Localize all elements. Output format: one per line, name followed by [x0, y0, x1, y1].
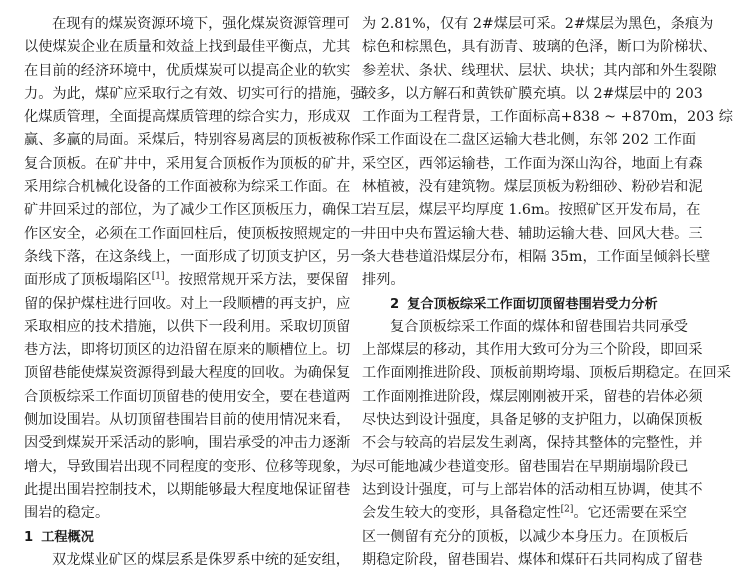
text-line: 尽快达到设计强度，具备足够的支护阻力，以确保顶板 — [362, 412, 703, 429]
text-segment: 会发生较大的变形，具备稳定性 — [362, 505, 561, 522]
citation-ref-2: [2] — [560, 504, 574, 515]
text-line: 达到设计强度，可与上部岩体的活动相互协调，使其不 — [362, 481, 703, 498]
text-line: 此提出围岩控制技术，以期能够最大程度地保证留巷 — [24, 481, 351, 498]
text-line: 采工作面设在二盘区运输大巷北侧，东邻 202 工作面 — [362, 132, 697, 149]
text-line: 留的保护煤柱进行回收。对上一段顺槽的再支护，应 — [24, 295, 351, 312]
text-line: 力。为此，煤矿应采取行之有效、切实可行的措施，强 — [24, 85, 365, 102]
text-line: 复合顶板。在矿井中，采用复合顶板作为顶板的矿井， — [24, 155, 365, 172]
text-line: 棕色和棕黑色，具有沥青、玻璃的色泽，断口为阶梯状、 — [362, 39, 717, 56]
text-segment: 。按照常规开采方法，要保留 — [164, 272, 349, 289]
text-line: 矿井回采过的部位，为了减少工作区顶板压力，确保工 — [24, 202, 365, 219]
text-line: 采用综合机械化设备的工作面被称为综采工作面。在 — [24, 179, 351, 196]
text-line: 双龙煤业矿区的煤层系是侏罗系中统的延安组， — [52, 551, 350, 568]
text-line: 期稳定阶段，留巷围岩、煤体和煤矸石共同构成了留巷 — [362, 551, 703, 568]
text-line: 采空区，西邻运输巷，工作面为深山沟谷，地面上有森 — [362, 155, 703, 172]
text-line: 增大，导致围岩出现不同程度的变形、位移等现象，为 — [24, 458, 365, 475]
text-line: 赢、多赢的局面。采煤后，特别容易离层的顶板被称作 — [24, 132, 365, 149]
text-line: 林植被，没有建筑物。煤层顶板为粉细砂、粉砂岩和泥 — [362, 179, 703, 196]
section-title: 工程概况 — [41, 529, 94, 545]
text-line: 岩互层，煤层平均厚度 1.6m。按照矿区开发布局，在 — [362, 202, 701, 219]
text-line: 参差状、条状、线理状、层状、块状；其内部和外生裂隙 — [362, 62, 717, 79]
right-column — [362, 13, 733, 572]
citation-ref-1: [1] — [151, 271, 165, 282]
text-segment: 。它还需要在采空 — [573, 505, 687, 522]
section-number: 2 — [390, 296, 400, 312]
text-line: 上部煤层的移动，其作用大致可分为三个阶段，即回采 — [362, 342, 703, 359]
left-column — [24, 13, 365, 572]
text-line-with-citation — [24, 269, 349, 292]
section-heading-1 — [24, 526, 346, 549]
section-heading-2 — [362, 293, 698, 316]
text-line: 顶留巷能使煤炭资源得到最大程度的回收。为确保复 — [24, 365, 351, 382]
text-line: 化煤质管理，全面提高煤质管理的综合实力，形成双 — [24, 109, 351, 126]
text-line: 条大巷巷道沿煤层分布，相隔 35m，工作面呈倾斜长壁 — [362, 248, 711, 265]
text-line: 尽可能地减少巷道变形。留巷围岩在早期崩塌阶段已 — [362, 458, 689, 475]
text-line: 在现有的煤炭资源环境下，强化煤炭资源管理可 — [52, 16, 350, 32]
text-line: 在目前的经济环境中，优质煤炭可以提高企业的软实 — [24, 62, 351, 79]
section-title: 复合顶板综采工作面切顶留巷围岩受力分析 — [407, 296, 658, 312]
text-line: 条线下落，在这条线上，一面形成了切顶支护区，另一 — [24, 248, 365, 265]
text-line: 较多，以方解石和黄铁矿膜充填。以 2#煤层中的 203 — [362, 85, 703, 102]
text-line: 排列。 — [362, 272, 405, 289]
text-line: 工作面刚推进阶段，煤层刚刚被开采，留巷的岩体必须 — [362, 388, 703, 405]
text-line: 工作面为工程背景，工作面标高+838 ~ +870m，203 综 — [362, 109, 733, 126]
text-line: 巷方法，即将切顶区的边沿留在原来的顺槽位上。切 — [24, 342, 351, 359]
text-line: 复合顶板综采工作面的煤体和留巷围岩共同承受 — [390, 318, 688, 335]
text-line-with-citation — [362, 502, 698, 525]
text-line: 不会与较高的岩层发生剥离，保持其整体的完整性，并 — [362, 435, 703, 452]
text-line: 区一侧留有充分的顶板，以减少本身压力。在顶板后 — [362, 528, 689, 545]
text-line: 围岩的稳定。 — [24, 505, 110, 522]
text-line: 因受到煤炭开采活动的影响，围岩承受的冲击力逐渐 — [24, 435, 351, 452]
text-line: 合顶板综采工作面切顶留巷的使用安全，要在巷道两 — [24, 388, 351, 405]
text-segment: 面形成了顶板塌陷区 — [24, 272, 152, 289]
text-line: 以使煤炭企业在质量和效益上找到最佳平衡点，尤其 — [24, 39, 351, 56]
text-line: 采取相应的技术措施，以供下一段利用。采取切顶留 — [24, 318, 351, 335]
text-line: 作区安全，必须在工作面回柱后，使顶板按照规定的一 — [24, 225, 365, 242]
text-line: 为 2.81%，仅有 2#煤层可采。2#煤层为黑色，条痕为 — [362, 16, 714, 32]
text-line: 侧加设围岩。从切顶留巷围岩目前的使用情况来看， — [24, 412, 351, 429]
section-number: 1 — [24, 529, 34, 545]
text-line: 工作面刚推进阶段、顶板前期垮塌、顶板后期稳定。在回采 — [362, 365, 731, 382]
text-line: 井田中央布置运输大巷、辅助运输大巷、回风大巷。三 — [362, 225, 703, 242]
